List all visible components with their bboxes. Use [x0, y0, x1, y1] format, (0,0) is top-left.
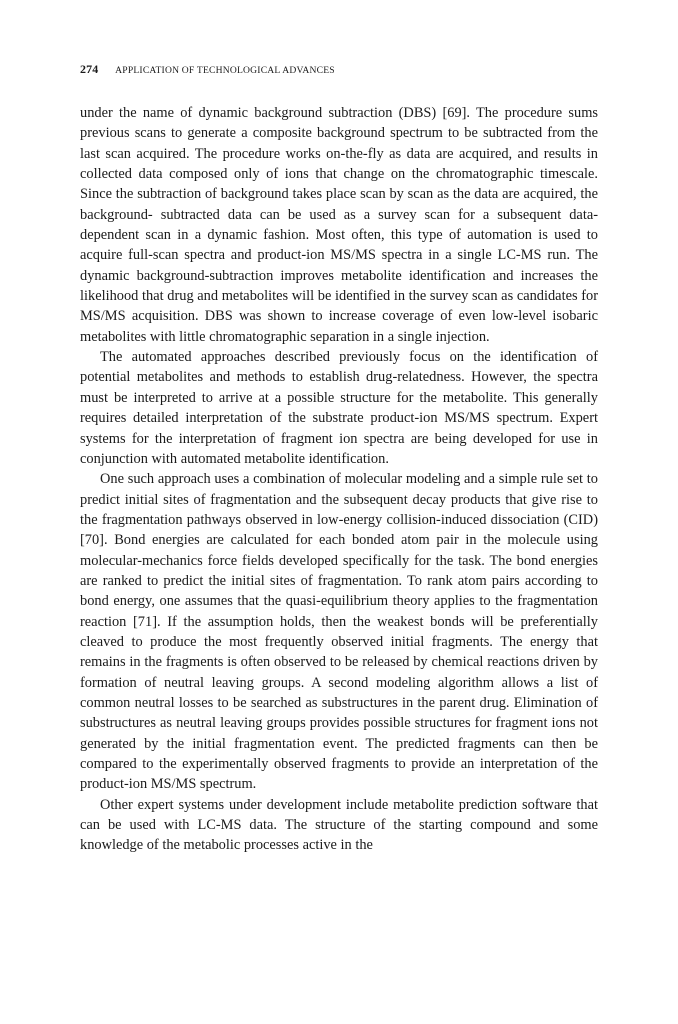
paragraph-automated-approaches: The automated approaches described previously focus on the identification of potential metabolites and methods to establish drug-relatedness. However, the spectra must be interpreted to arrive at a possible structure for the metabolite. This generally requires detailed interpretation of the substrate product-ion MS/MS spectrum. Expert systems for the interpretation of fragment ion spectra are being developed for use in conjunction with automated metabolite identification. — [80, 349, 598, 467]
book-page — [80, 62, 598, 856]
paragraph-expert-systems: Other expert systems under development include metabolite prediction software that can be used with LC-MS data. The structure of the starting compound and some knowledge of the metabolic processes active in the — [80, 796, 598, 854]
running-title: APPLICATION OF TECHNOLOGICAL ADVANCES — [115, 65, 335, 76]
paragraph-molecular-modeling: One such approach uses a combination of molecular modeling and a simple rule set to predict initial sites of fragmentation and the subsequent decay products that give rise to the fragmentation pathways observed in low-energy collision-induced dissociation (CID) [70]. Bond energies are calculated for each bonded atom pair in the molecule using molecular-mechanics force fields developed specifically for the task. The bond energies are ranked to predict the initial sites of fragmentation. To rank atom pairs according to bond energy, one assumes that the quasi-equilibrium theory applies to the fragmentation reaction [71]. If the assumption holds, then the weakest bonds will be preferentially cleaved to produce the most frequently observed initial fragments. The energy that remains in the fragments is often observed to be released by chemical reactions driven by formation of neutral leaving groups. A second modeling algorithm allows a list of common neutral losses to be searched as substructures in the parent drug. Elimination of substructures as neutral leaving groups provides possible structures for fragment ions not generated by the initial fragmentation event. The predicted fragments can then be compared to the experimentally observed fragments to provide an interpretation of the product-ion MS/MS spectrum. — [80, 471, 598, 793]
page-number: 274 — [80, 62, 99, 76]
body-text — [80, 103, 598, 856]
running-header — [80, 62, 598, 78]
paragraph-dbs-continued: under the name of dynamic background subtraction (DBS) [69]. The procedure sums previous scans to generate a composite background spectrum to be subtracted from the last scan acquired. The procedure works on-the-fly as data are acquired, and results in collected data composed only of ions that change on the chromatographic timescale. Since the subtraction of background takes place scan by scan as the data are acquired, the background- subtracted data can be used as a survey scan for a subsequent data-dependent scan in a dynamic fashion. Most often, this type of automation is used to acquire full-scan spectra and product-ion MS/MS spectra in a single LC-MS run. The dynamic background-subtraction improves metabolite identification and increases the likelihood that drug and metabolites will be identified in the survey scan as candidates for MS/MS acquisition. DBS was shown to increase coverage of even low-level isobaric metabolites with little chromatographic separation in a single injection. — [80, 105, 598, 345]
